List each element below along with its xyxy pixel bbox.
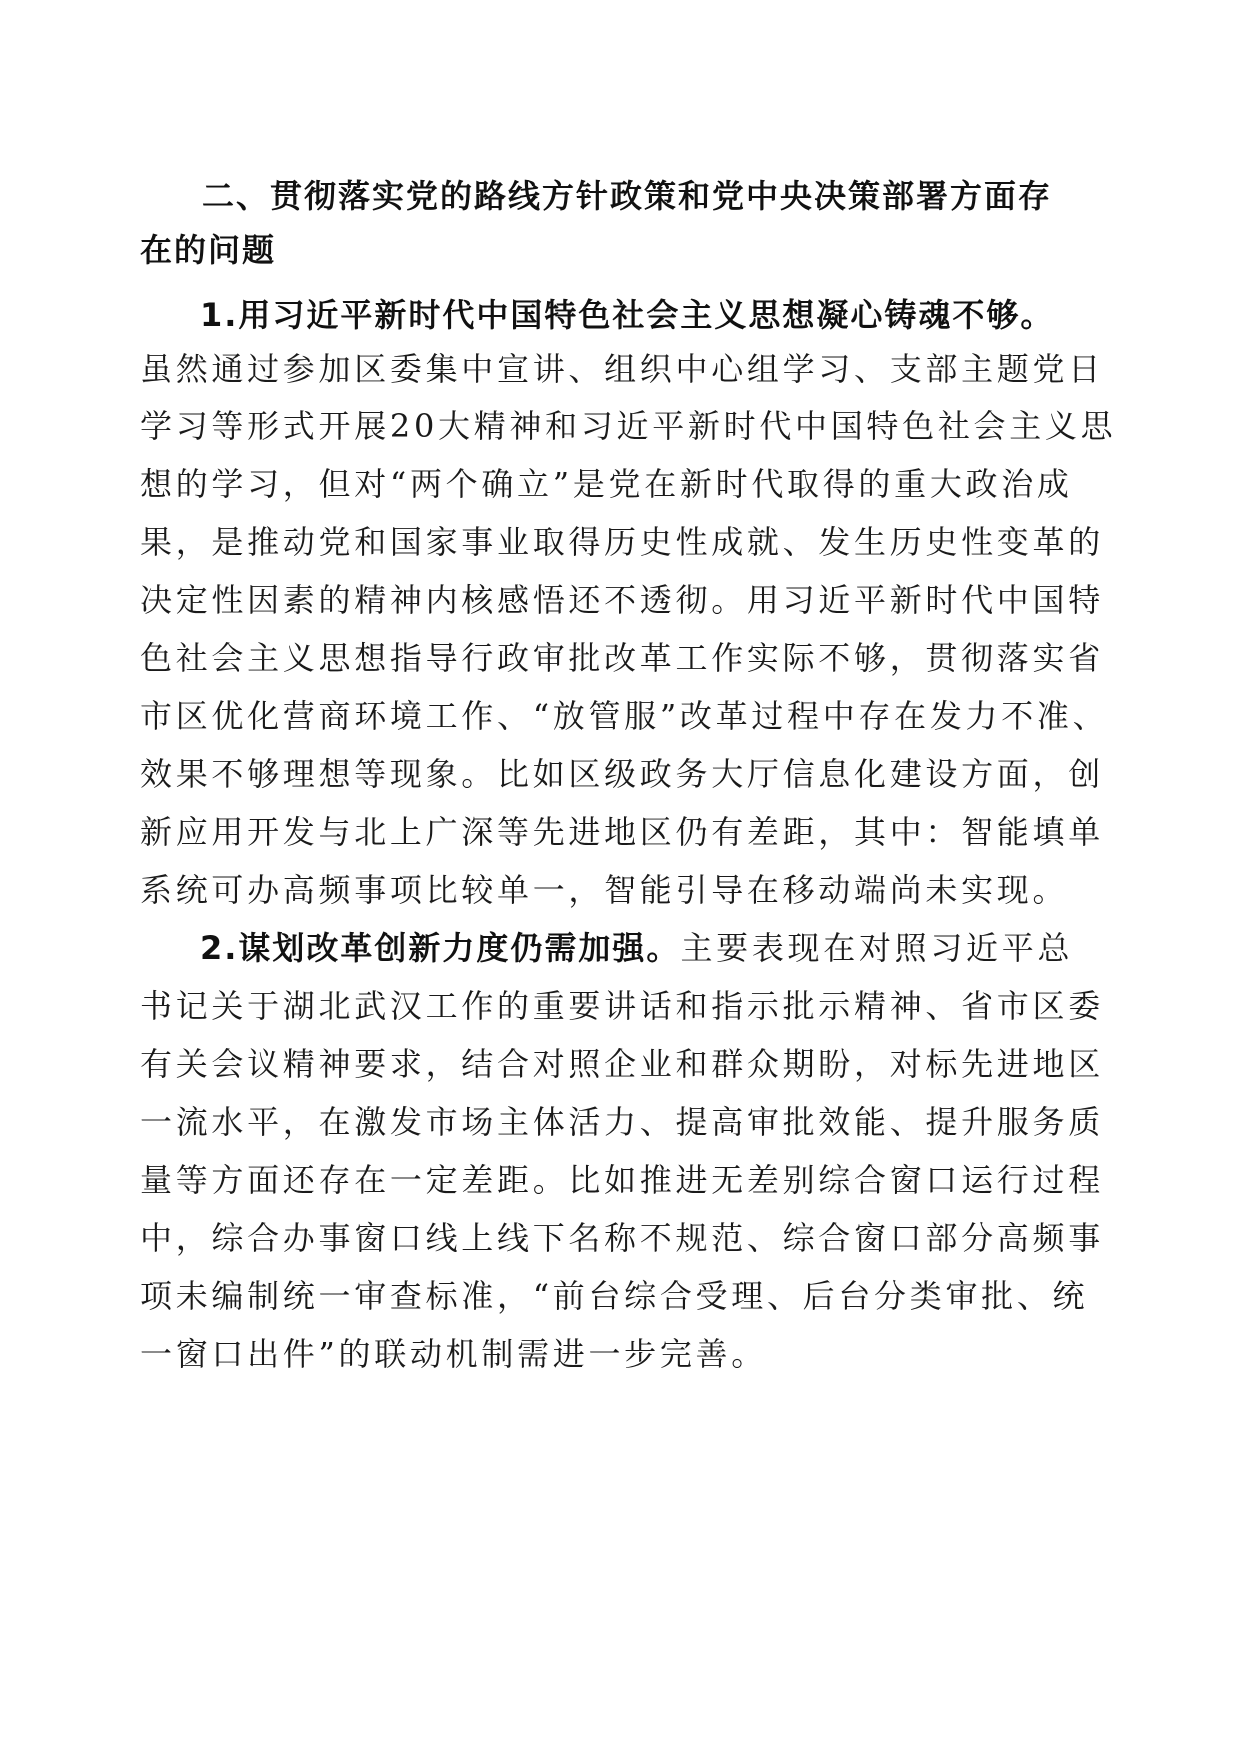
item-2-text-line: 书记关于湖北武汉工作的重要讲话和指示批示精神、省市区委 — [140, 987, 1104, 1025]
item-2-first-line — [200, 926, 1073, 970]
item-2-text-line: 一窗口出件”的联动机制需进一步完善。 — [140, 1335, 767, 1373]
section-heading-line-1: 二、贯彻落实党的路线方针政策和党中央决策部署方面存 — [202, 177, 1053, 215]
item-1-text-line: 果，是推动党和国家事业取得历史性成就、发生历史性变革的 — [140, 523, 1104, 561]
item-1-text-line: 色社会主义思想指导行政审批改革工作实际不够，贯彻落实省 — [140, 639, 1104, 677]
item-2-text-line: 中，综合办事窗口线上线下名称不规范、综合窗口部分高频事 — [140, 1219, 1104, 1257]
item-1-text-line: 效果不够理想等现象。比如区级政务大厅信息化建设方面，创 — [140, 755, 1104, 793]
section-heading-line-2: 在的问题 — [140, 231, 277, 269]
item-1-text-line: 决定性因素的精神内核感悟还不透彻。用习近平新时代中国特 — [140, 581, 1104, 619]
item-1-text-line: 系统可办高频事项比较单一，智能引导在移动端尚未实现。 — [140, 871, 1069, 909]
item-1-text-line: 想的学习，但对“两个确立”是党在新时代取得的重大政治成 — [140, 465, 1073, 503]
item-2-text-line: 量等方面还存在一定差距。比如推进无差别综合窗口运行过程 — [140, 1161, 1104, 1199]
item-2-text-line: 一流水平，在激发市场主体活力、提高审批效能、提升服务质 — [140, 1103, 1104, 1141]
item-1-text-line: 学习等形式开展20大精神和习近平新时代中国特色社会主义思 — [140, 407, 1117, 445]
item-2-first-line-text: 主要表现在对照习近平总 — [680, 929, 1074, 967]
item-2-title: 2.谋划改革创新力度仍需加强。 — [200, 929, 681, 967]
item-2-text-line: 有关会议精神要求，结合对照企业和群众期盼，对标先进地区 — [140, 1045, 1104, 1083]
item-1-text-line: 市区优化营商环境工作、“放管服”改革过程中存在发力不准、 — [140, 697, 1109, 735]
item-2-text-line: 项未编制统一审查标准，“前台综合受理、后台分类审批、统 — [140, 1277, 1089, 1315]
item-1-text-line: 虽然通过参加区委集中宣讲、组织中心组学习、支部主题党日 — [140, 350, 1104, 388]
item-1-title: 1.用习近平新时代中国特色社会主义思想凝心铸魂不够。 — [200, 296, 1055, 334]
item-1-text-line: 新应用开发与北上广深等先进地区仍有差距，其中：智能填单 — [140, 813, 1104, 851]
